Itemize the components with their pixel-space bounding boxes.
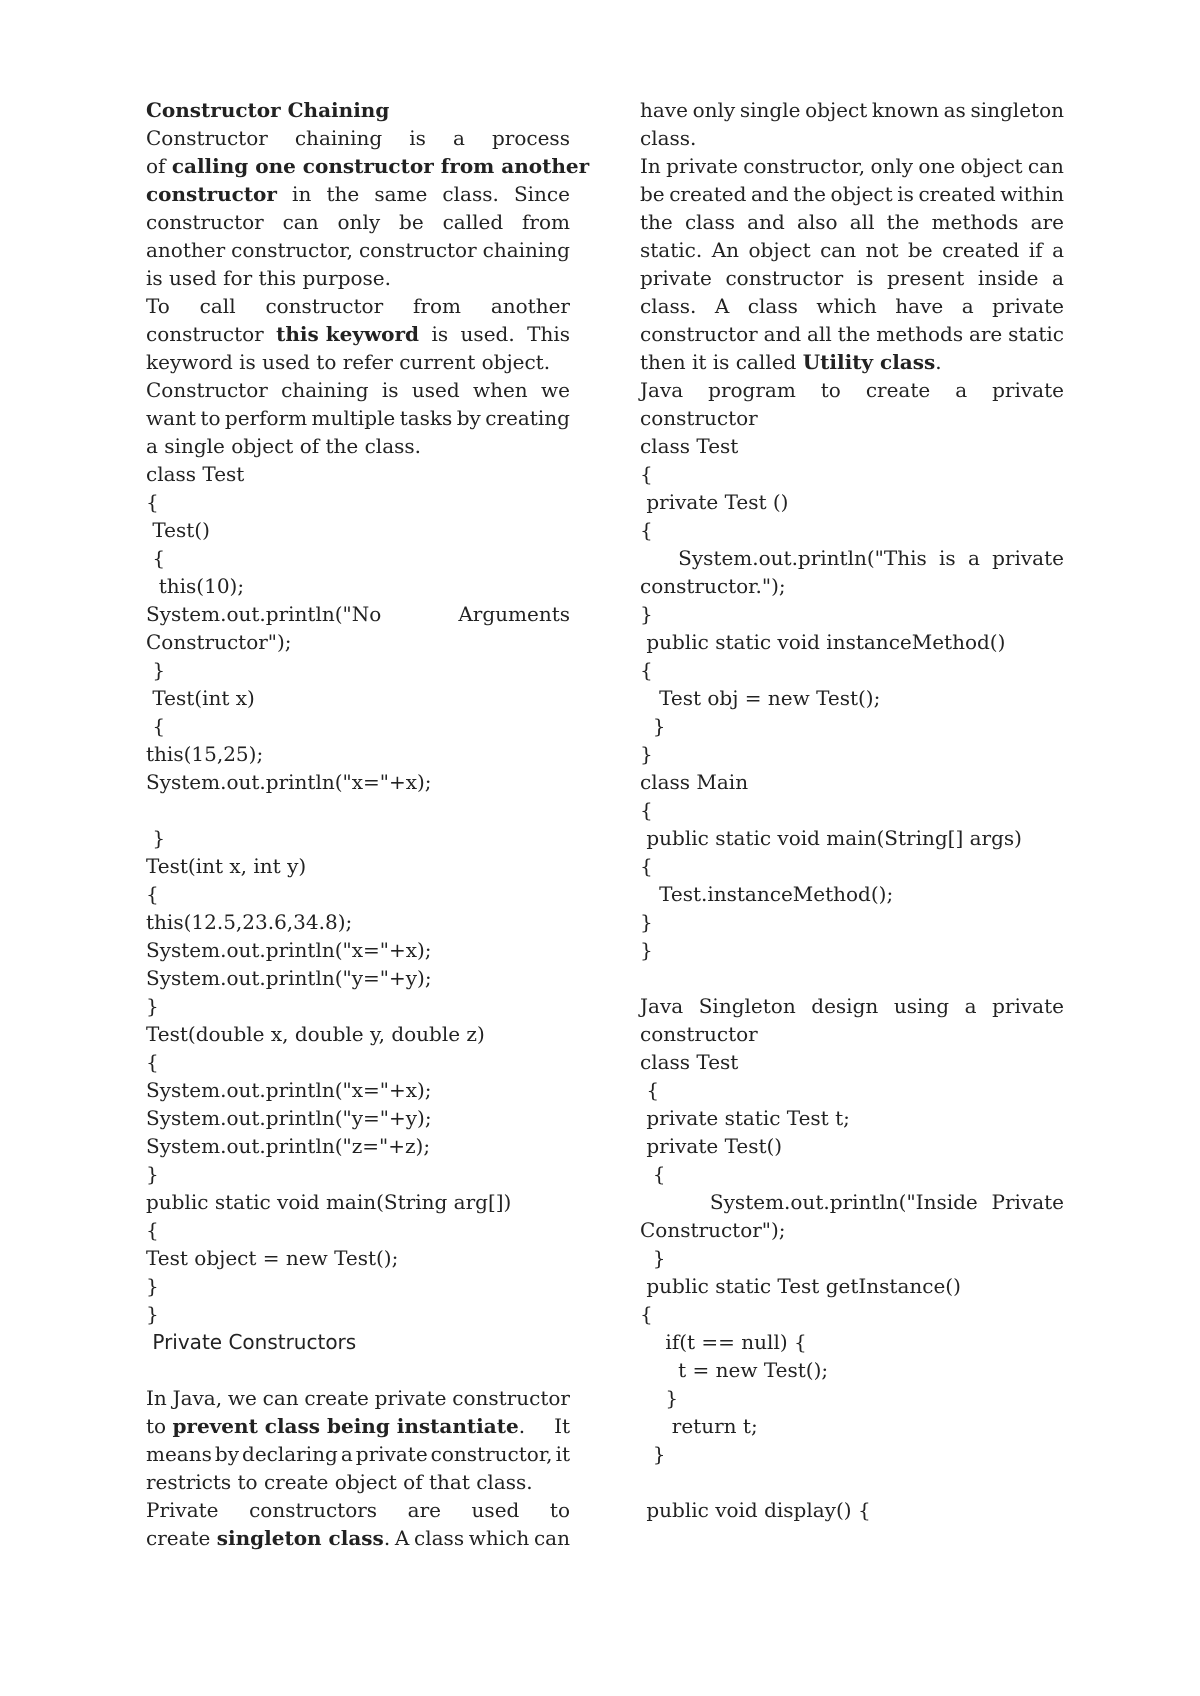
code-line: {: [640, 1078, 660, 1102]
code-line: class Test: [640, 434, 739, 458]
text-line: of calling one constructor from another: [146, 154, 590, 178]
code-line: {: [640, 1302, 653, 1326]
code-line: this(15,25);: [146, 742, 264, 766]
emphasis-text: constructor: [146, 182, 277, 206]
code-block-singleton: [640, 1048, 1064, 1524]
code-line: {: [146, 714, 166, 738]
paragraph-singleton-continued: [640, 96, 1064, 152]
code-line: {: [146, 1218, 159, 1242]
text-line: be created and the object is created within: [640, 182, 1064, 206]
text-line: constructor can only be called from: [146, 210, 570, 234]
code-line: {: [640, 798, 653, 822]
code-line: {: [146, 882, 159, 906]
paragraph-singleton-design: [640, 992, 1064, 1048]
code-line: class Test: [640, 1050, 739, 1074]
text-line: restricts to create object of that class.: [146, 1470, 533, 1494]
code-line: System.out.println("x="+x);: [146, 938, 432, 962]
code-line: this(10);: [146, 574, 245, 598]
code-line: t = new Test();: [640, 1358, 829, 1382]
code-line: Test(int x): [146, 686, 255, 710]
text-line: constructor this keyword is used. This: [146, 322, 570, 346]
paragraph-chaining-usage: [146, 376, 570, 460]
paragraph-chaining-definition: [146, 124, 590, 292]
code-block-constructor-chaining: [146, 460, 570, 1328]
code-line: }: [640, 910, 653, 934]
code-line: System.out.println("No Arguments: [146, 602, 570, 626]
code-line: private static Test t;: [640, 1106, 850, 1130]
code-line: public static void main(String arg[]): [146, 1190, 512, 1214]
text-line: another constructor, constructor chaining: [146, 238, 570, 262]
text-line: to prevent class being instantiate. It: [146, 1414, 570, 1438]
code-line: }: [146, 658, 166, 682]
code-line: }: [146, 826, 166, 850]
code-line: Test object = new Test();: [146, 1246, 399, 1270]
text-line: means by declaring a private constructor, it: [146, 1442, 570, 1466]
code-line: System.out.println("x="+x);: [146, 770, 432, 794]
code-line: Test(int x, int y): [146, 854, 307, 878]
code-line: {: [640, 854, 653, 878]
emphasis-text: calling one constructor from another: [171, 154, 590, 178]
code-line: class Main: [640, 770, 749, 794]
emphasis-text: this keyword: [276, 322, 420, 346]
blank-line: [640, 964, 1064, 992]
emphasis-text: Utility class: [802, 350, 936, 374]
text-line: the class and also all the methods are: [640, 210, 1064, 234]
code-line: this(12.5,23.6,34.8);: [146, 910, 353, 934]
code-line: }: [640, 602, 653, 626]
paragraph-private-constructor-intro: [146, 1384, 570, 1496]
text-line: Constructor chaining is used when we: [146, 378, 570, 402]
code-line: }: [146, 1274, 159, 1298]
code-line: Constructor");: [640, 1218, 786, 1242]
text-line: have only single object known as singleton: [640, 98, 1064, 122]
section-title-constructor-chaining: Constructor Chaining: [146, 98, 390, 122]
code-line: public static Test getInstance(): [640, 1274, 961, 1298]
code-line: {: [640, 1162, 666, 1186]
text-line: constructor: [640, 1022, 758, 1046]
text-line: constructor in the same class. Since: [146, 182, 570, 206]
code-line: {: [146, 1050, 159, 1074]
paragraph-this-keyword: [146, 292, 570, 376]
code-line: private Test(): [640, 1134, 783, 1158]
code-line: }: [640, 1246, 666, 1270]
code-line: if(t == null) {: [640, 1330, 807, 1354]
code-line: System.out.println("Inside Private: [640, 1190, 1064, 1214]
code-line: System.out.println("x="+x);: [146, 1078, 432, 1102]
text-line: constructor: [640, 406, 758, 430]
code-line: Test.instanceMethod();: [640, 882, 894, 906]
paragraph-private-constructor-singleton: [146, 1496, 570, 1552]
code-line: return t;: [640, 1414, 758, 1438]
emphasis-text: prevent class being instantiate: [172, 1414, 519, 1438]
code-line: {: [640, 658, 653, 682]
text-line: constructor and all the methods are static: [640, 322, 1064, 346]
left-column: [146, 96, 590, 1552]
code-line: public void display() {: [640, 1498, 871, 1522]
text-line: Private constructors are used to: [146, 1498, 570, 1522]
text-line: static. An object can not be created if a: [640, 238, 1064, 262]
code-line: }: [640, 1386, 679, 1410]
code-line: System.out.println("y="+y);: [146, 966, 432, 990]
code-line: }: [640, 938, 653, 962]
blank-line: [146, 796, 570, 824]
text-line: Java Singleton design using a private: [640, 994, 1064, 1018]
code-line: {: [146, 546, 166, 570]
code-line: }: [640, 714, 666, 738]
code-line: }: [146, 1162, 159, 1186]
code-line: System.out.println("This is a private: [640, 546, 1064, 570]
text-line: class.: [640, 126, 697, 150]
text-line: private constructor is present inside a: [640, 266, 1064, 290]
code-line: }: [146, 994, 159, 1018]
code-line: Constructor");: [146, 630, 292, 654]
code-line: {: [640, 518, 653, 542]
right-column: [640, 96, 1064, 1524]
code-line: Test obj = new Test();: [640, 686, 881, 710]
code-line: System.out.println("z="+z);: [146, 1134, 431, 1158]
paragraph-private-constructor-program: [640, 376, 1064, 432]
section-title-private-constructors: Private Constructors: [152, 1330, 357, 1354]
emphasis-text: singleton class: [216, 1526, 384, 1550]
text-line: create singleton class. A class which can: [146, 1526, 570, 1550]
code-line: }: [146, 1302, 159, 1326]
text-line: a single object of the class.: [146, 434, 422, 458]
code-block-private-constructor: [640, 432, 1064, 964]
code-line: {: [146, 490, 159, 514]
text-line: Java program to create a private: [640, 378, 1064, 402]
text-line: In private constructor, only one object can: [640, 154, 1064, 178]
code-line: constructor.");: [640, 574, 786, 598]
code-line: {: [640, 462, 653, 486]
blank-line: [146, 1356, 570, 1384]
code-line: System.out.println("y="+y);: [146, 1106, 432, 1130]
text-line: then it is called Utility class.: [640, 350, 942, 374]
code-line: Test(): [146, 518, 210, 542]
blank-line: [640, 1468, 1064, 1496]
text-line: keyword is used to refer current object.: [146, 350, 551, 374]
code-line: public static void main(String[] args): [640, 826, 1022, 850]
text-line: Constructor chaining is a process: [146, 126, 570, 150]
text-line: want to perform multiple tasks by creating: [146, 406, 570, 430]
text-line: is used for this purpose.: [146, 266, 391, 290]
code-line: Test(double x, double y, double z): [146, 1022, 485, 1046]
code-line: public static void instanceMethod(): [640, 630, 1006, 654]
paragraph-utility-class: [640, 152, 1064, 376]
text-line: class. A class which have a private: [640, 294, 1064, 318]
text-line: In Java, we can create private constructor: [146, 1386, 570, 1410]
code-line: }: [640, 1442, 666, 1466]
code-line: }: [640, 742, 653, 766]
text-line: To call constructor from another: [146, 294, 570, 318]
code-line: class Test: [146, 462, 245, 486]
code-line: private Test (): [640, 490, 789, 514]
